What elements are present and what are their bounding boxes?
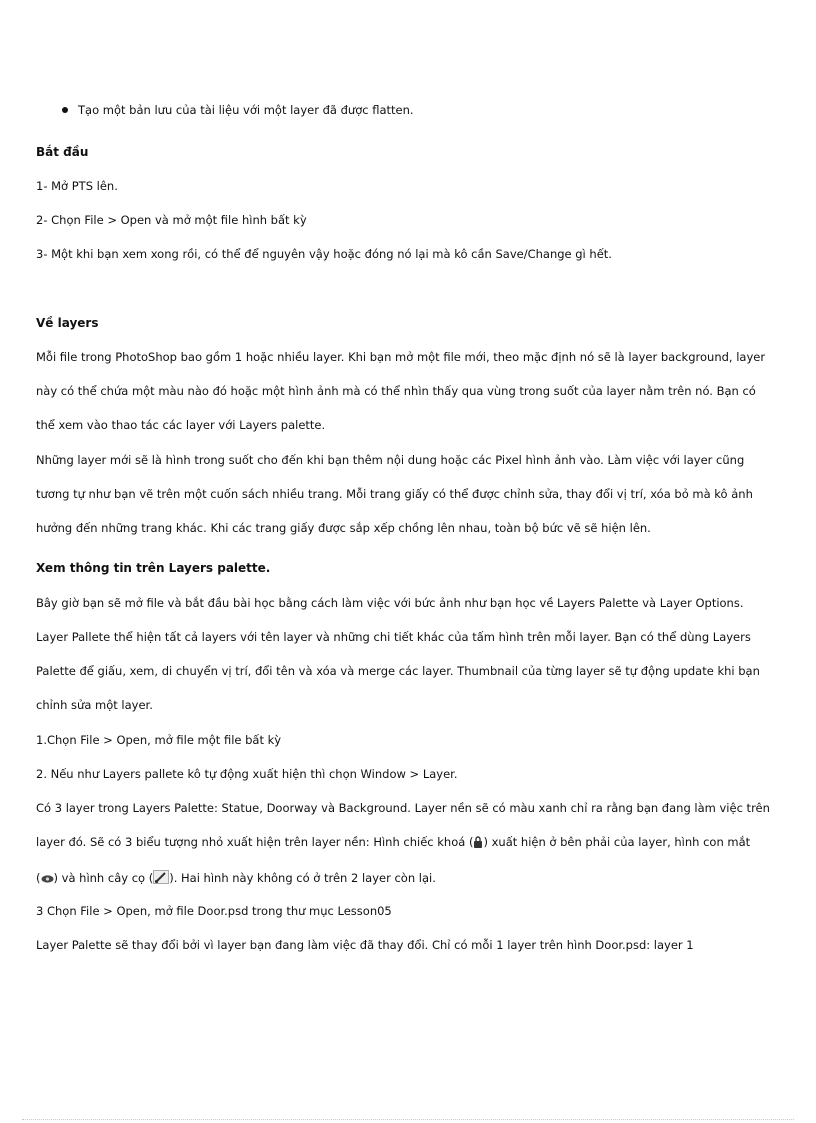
heading-bat-dau: Bắt đầu	[36, 145, 89, 159]
paragraph-line-with-lock	[36, 835, 750, 851]
brush-icon	[153, 870, 169, 887]
bullet-text: Tạo một bản lưu của tài liệu với một layer đã được flatten.	[78, 103, 414, 117]
paragraph-line: Những layer mới sẽ là hình trong suốt cho đến khi bạn thêm nội dung hoặc các Pixel hình ảnh vào. Làm việc với layer cũng	[36, 453, 745, 467]
paragraph-line: Bây giờ bạn sẽ mở file và bắt đầu bài học bằng cách làm việc với bức ảnh như bạn học về Layers Palette và Layer Options.	[36, 596, 744, 610]
footer-divider	[22, 1119, 794, 1120]
paragraph-line: này có thể chứa một màu nào đó hoặc một hình ảnh mà có thể nhìn thấy qua vùng trong suốt của layer nằm trên nó. Bạn có	[36, 384, 756, 398]
paragraph-line: tương tự như bạn vẽ trên một cuốn sách nhiều trang. Mỗi trang giấy có thể được chỉnh sửa, thay đổi vị trí, xóa bỏ mà kô ảnh	[36, 487, 753, 501]
heading-ve-layers: Về layers	[36, 316, 99, 330]
paragraph-line: chỉnh sửa một layer.	[36, 698, 153, 712]
eye-icon	[41, 873, 54, 887]
paragraph-line: 2. Nếu như Layers pallete kô tự động xuất hiện thì chọn Window > Layer.	[36, 767, 458, 781]
text-segment: layer đó. Sẽ có 3 biểu tượng nhỏ xuất hiện trên layer nền: Hình chiếc khoá (	[36, 835, 474, 849]
text-segment: ). Hai hình này không có ở trên 2 layer còn lại.	[169, 871, 436, 885]
text-segment: ) xuất hiện ở bên phải của layer, hình con mắt	[483, 835, 751, 849]
paragraph-line: hưởng đến những trang khác. Khi các trang giấy được sắp xếp chồng lên nhau, toàn bộ bức vẽ sẽ hiện lên.	[36, 521, 651, 535]
text-segment: ) và hình cây cọ (	[53, 871, 154, 885]
paragraph-line: 1- Mở PTS lên.	[36, 179, 118, 193]
paragraph-line: 1.Chọn File > Open, mở file một file bất kỳ	[36, 733, 282, 747]
paragraph-line: 2- Chọn File > Open và mở một file hình bất kỳ	[36, 213, 307, 227]
paragraph-line: 3- Một khi bạn xem xong rồi, có thể để nguyên vậy hoặc đóng nó lại mà kô cần Save/Change gì hết.	[36, 247, 612, 261]
paragraph-line: Mỗi file trong PhotoShop bao gồm 1 hoặc nhiều layer. Khi bạn mở một file mới, theo mặc định nó sẽ là layer background, layer	[36, 350, 766, 364]
paragraph-line: thể xem vào thao tác các layer với Layers palette.	[36, 418, 326, 432]
lock-icon	[473, 836, 483, 851]
heading-xem-thong-tin: Xem thông tin trên Layers palette.	[36, 561, 271, 575]
paragraph-line-with-icons	[36, 870, 436, 887]
text-segment: (	[36, 871, 41, 885]
paragraph-line: Có 3 layer trong Layers Palette: Statue, Doorway và Background. Layer nền sẽ có màu xanh chỉ ra rằng bạn đang làm việc trên	[36, 801, 770, 815]
paragraph-line: Palette để giấu, xem, di chuyển vị trí, đổi tên và xóa và merge các layer. Thumbnail của từng layer sẽ tự động update khi bạn	[36, 664, 760, 678]
paragraph-line: 3 Chọn File > Open, mở file Door.psd trong thư mục Lesson05	[36, 904, 392, 918]
bullet-dot	[62, 107, 68, 113]
paragraph-line: Layer Pallete thể hiện tất cả layers với tên layer và những chi tiết khác của tấm hình trên mỗi layer. Bạn có thể dùng Layers	[36, 630, 751, 644]
paragraph-line: Layer Palette sẽ thay đổi bởi vì layer bạn đang làm việc đã thay đổi. Chỉ có mỗi 1 layer trên hình Door.psd: layer 1	[36, 938, 694, 952]
